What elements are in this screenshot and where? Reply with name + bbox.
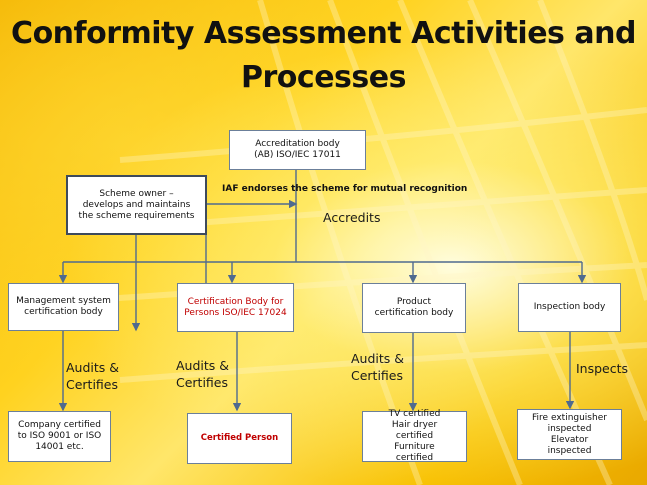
certified-person-box: Certified Person — [187, 413, 292, 464]
audits-certifies-label-2: Audits & Certifies — [176, 358, 230, 390]
management-cb-box: Management system certification body — [8, 283, 119, 331]
product-cb-box: Product certification body — [362, 283, 466, 333]
page-title: Conformity Assessment Activities and Processes — [11, 16, 636, 95]
scheme-owner-box: Scheme owner – develops and maintains the scheme requirements — [66, 175, 207, 235]
accredits-label: Accredits — [323, 210, 381, 225]
inspection-body-box: Inspection body — [518, 283, 621, 332]
audits-certifies-label-1: Audits & Certifies — [66, 360, 120, 392]
accreditation-body-box: Accreditation body (AB) ISO/IEC 17011 — [229, 130, 366, 170]
persons-cb-box: Certification Body for Persons ISO/IEC 17024 — [177, 283, 294, 332]
company-certified-box: Company certified to ISO 9001 or ISO 14001 etc. — [8, 411, 111, 462]
product-certified-box: TV certified Hair dryer certified Furniture certified — [362, 411, 467, 462]
inspects-label: Inspects — [576, 361, 629, 376]
audits-certifies-label-3: Audits & Certifies — [351, 351, 405, 383]
iaf-endorsement-label: IAF endorses the scheme for mutual recognition — [222, 184, 468, 194]
inspected-box: Fire extinguisher inspected Elevator inspected — [517, 409, 622, 460]
